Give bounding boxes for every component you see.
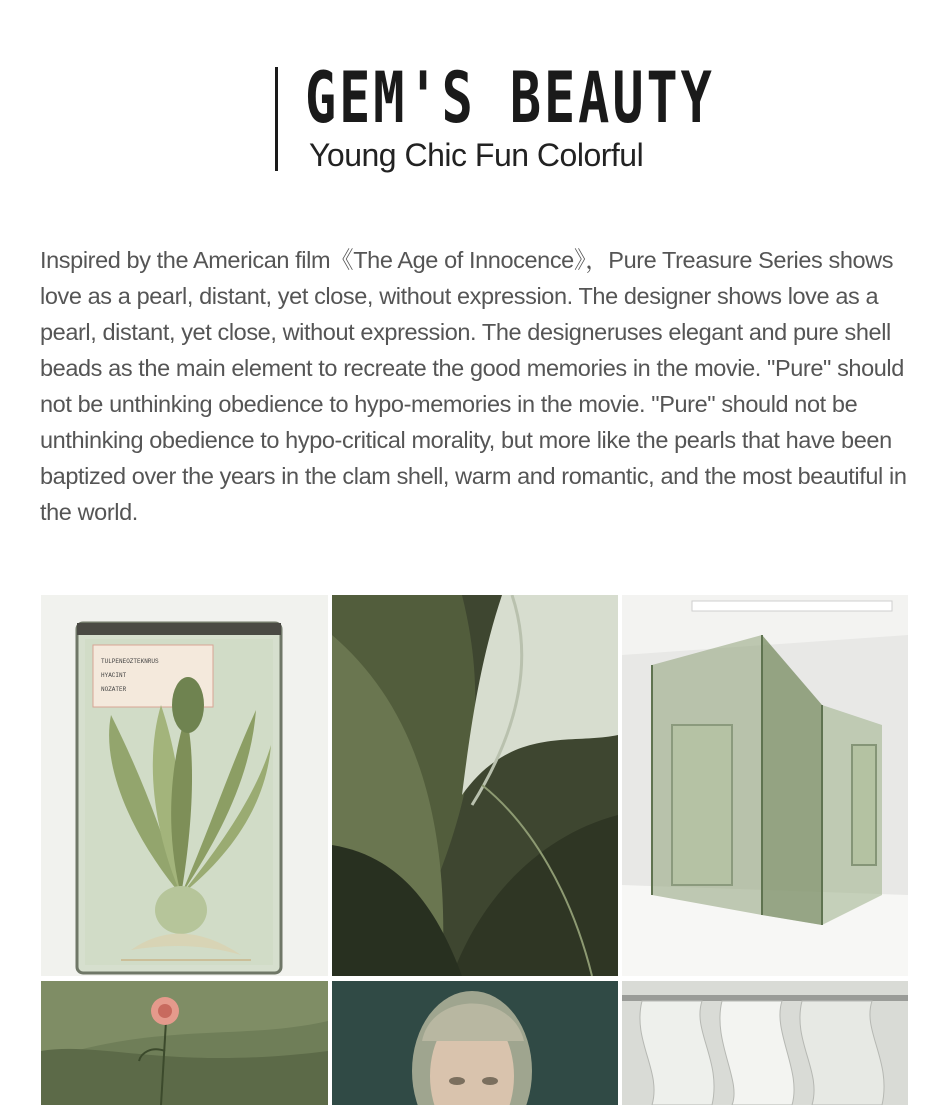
portrait-image — [332, 981, 618, 1105]
brand-logo-title: GEM'S BEAUTY — [305, 57, 715, 139]
brand-tagline: Young Chic Fun Colorful — [309, 137, 644, 173]
clear-bags-image — [622, 981, 908, 1105]
green-mesh-installation-image — [622, 595, 908, 976]
pink-flower-image — [41, 981, 328, 1105]
specimen-label-line1: TULPENEOZTEKNRUS — [101, 658, 159, 665]
specimen-label-line3: NOZATER — [101, 686, 127, 693]
palm-leaves-image — [332, 595, 618, 976]
brand-divider — [275, 67, 278, 171]
specimen-jar-image — [41, 595, 328, 976]
product-description: Inspired by the American film《The Age of Innocence》，Pure Treasure Series shows love as a pearl, distant, yet close, without expression. The designer shows love as a pearl, distant, yet close, without expression. The designeruses elegant and pure shell beads as the main element to recreate the good memories in the movie. "Pure" should not be unthinking obedience to hypo-memories in the movie. "Pure" should not be unthinking obedience to hypo-critical morality, but more like the pearls that have been baptized over the years in the clam shell, warm and romantic, and the most beautiful in the world. — [40, 247, 907, 525]
specimen-label-line2: HYACINT — [101, 672, 127, 679]
